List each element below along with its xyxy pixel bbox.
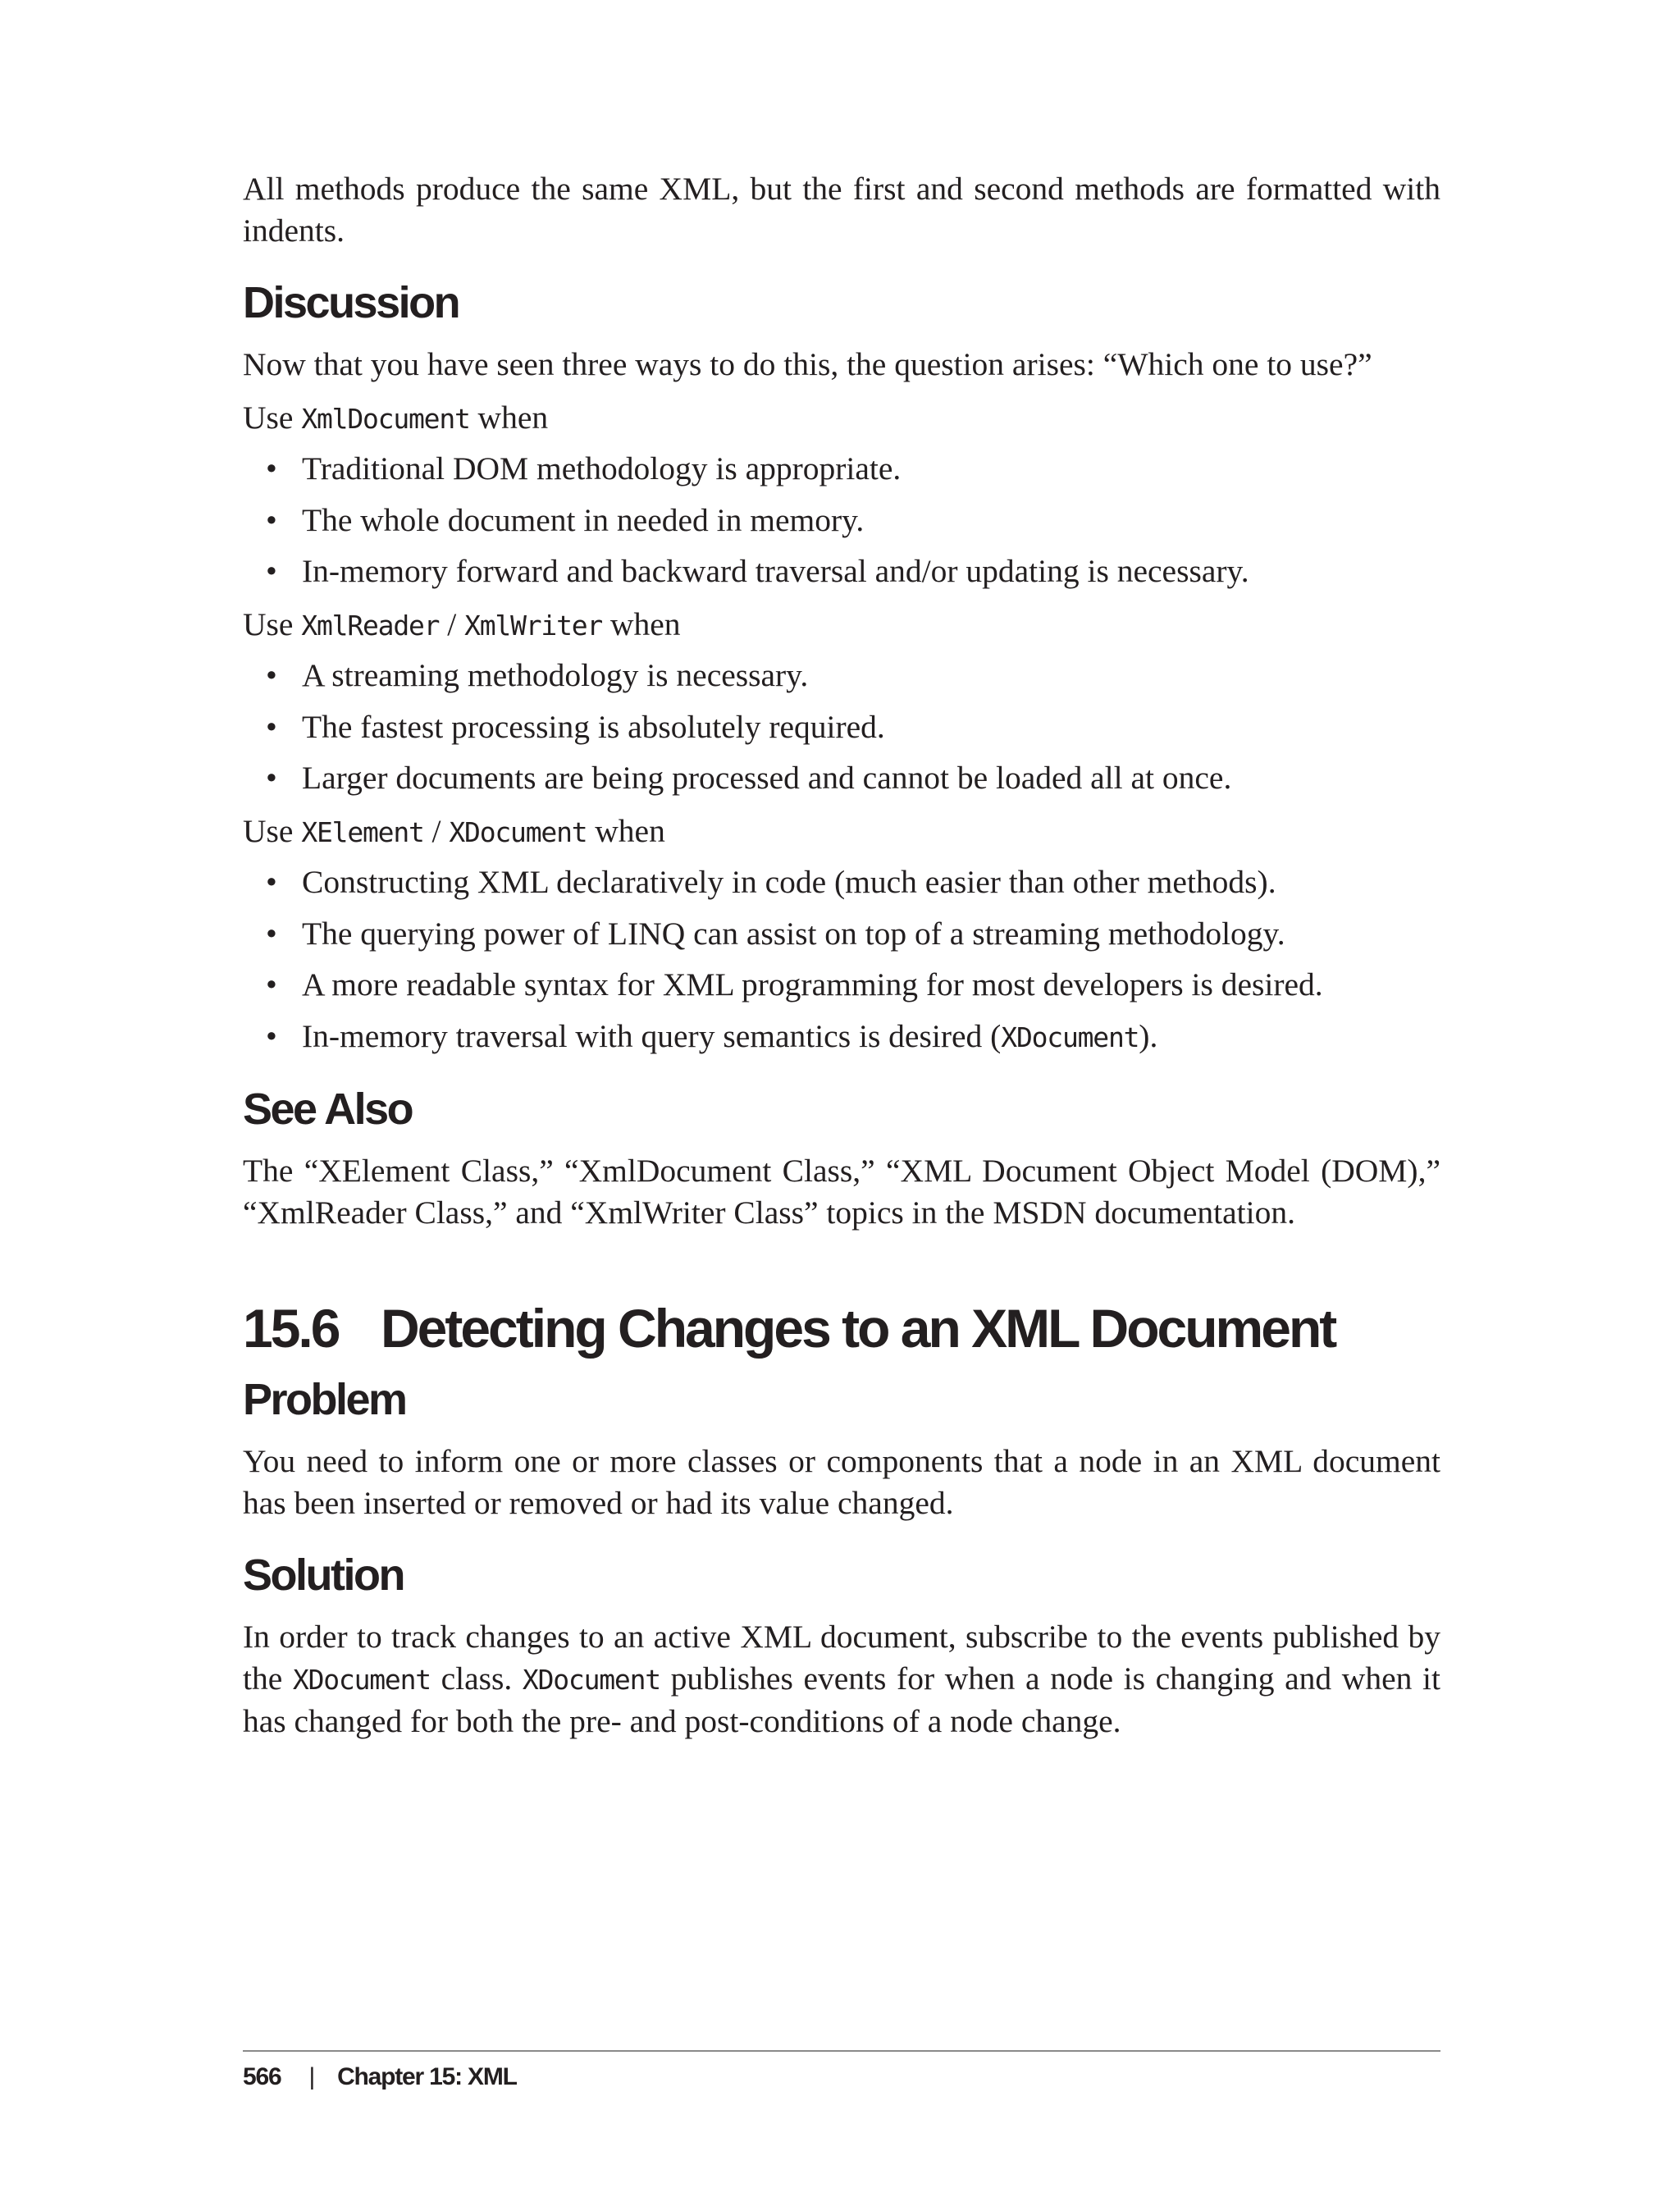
bullet-icon: •: [266, 915, 277, 952]
solution-heading: Solution: [243, 1550, 404, 1600]
list-item: • The fastest processing is absolutely required.: [243, 706, 1440, 748]
page-number: 566: [243, 2063, 281, 2090]
list-item: • The whole document in needed in memory.: [243, 500, 1440, 541]
code-xmlwriter: XmlWriter: [464, 610, 603, 642]
bullet-icon: •: [266, 553, 277, 589]
list-item: • Larger documents are being processed and cannot be loaded all at once.: [243, 757, 1440, 799]
bullet-icon: •: [266, 657, 277, 693]
footer-separator: |: [308, 2063, 315, 2090]
bullet-icon: •: [266, 450, 277, 486]
use-line-xmlreader-xmlwriter: Use XmlReader / XmlWriter when: [243, 606, 681, 642]
bullet-icon: •: [266, 708, 277, 745]
use-line-xelement-xdocument: Use XElement / XDocument when: [243, 813, 665, 849]
bullet-list-xelement: [243, 861, 1440, 1058]
list-item: • Constructing XML declaratively in code (much easier than other methods).: [243, 861, 1440, 903]
footer-rule: [243, 2050, 1440, 2052]
discussion-paragraph: Now that you have seen three ways to do this, the question arises: “Which one to use?”: [243, 346, 1372, 382]
list-item: • A streaming methodology is necessary.: [243, 655, 1440, 697]
code-xmldocument: XmlDocument: [301, 403, 470, 435]
bullet-list-xmldocument: [243, 448, 1440, 592]
page-content: [243, 168, 1440, 1742]
bullet-list-xmlreader: [243, 655, 1440, 799]
list-item: • Traditional DOM methodology is appropriate.: [243, 448, 1440, 490]
bullet-icon: •: [266, 760, 277, 796]
use-line-xmldocument: Use XmlDocument when: [243, 400, 549, 436]
solution-paragraph: In order to track changes to an active XML document, subscribe to the events published by the XDocument class. XDocument publishes events for when a node is changing and when it has changed for both the pre- and post-conditions of a node change.: [243, 1618, 1440, 1739]
bullet-icon: •: [266, 501, 277, 538]
recipe-number: 15.6: [243, 1297, 339, 1359]
chapter-label: Chapter 15: XML: [337, 2063, 517, 2090]
recipe-title: [243, 1296, 1440, 1360]
code-xdocument: XDocument: [449, 816, 587, 848]
bullet-icon: •: [266, 966, 277, 1003]
code-xmlreader: XmlReader: [301, 610, 440, 642]
see-also-paragraph: The “XElement Class,” “XmlDocument Class,” “XML Document Object Model (DOM),” “XmlReader Class,” and “XmlWriter Class” topics in the MSDN documentation.: [243, 1152, 1440, 1231]
list-item: • In-memory traversal with query semantics is desired (XDocument).: [243, 1016, 1440, 1058]
page-footer: [243, 2061, 517, 2094]
list-item: • In-memory forward and backward traversal and/or updating is necessary.: [243, 550, 1440, 592]
list-item: • The querying power of LINQ can assist on top of a streaming methodology.: [243, 913, 1440, 955]
discussion-heading: Discussion: [243, 278, 459, 327]
recipe-title-text: Detecting Changes to an XML Document: [381, 1297, 1335, 1359]
intro-paragraph: All methods produce the same XML, but the first and second methods are formatted with indents.: [243, 171, 1440, 249]
see-also-heading: See Also: [243, 1084, 413, 1134]
list-item: • A more readable syntax for XML programming for most developers is desired.: [243, 964, 1440, 1006]
problem-paragraph: You need to inform one or more classes or components that a node in an XML document has been inserted or removed or had its value changed.: [243, 1442, 1440, 1521]
code-xdocument-solution-2: XDocument: [522, 1663, 660, 1696]
bullet-icon: •: [266, 864, 277, 900]
problem-heading: Problem: [243, 1374, 406, 1424]
code-xdocument-solution-1: XDocument: [292, 1663, 431, 1696]
code-xelement: XElement: [301, 816, 424, 848]
code-xdocument-inline: XDocument: [1001, 1021, 1139, 1053]
bullet-icon: •: [266, 1017, 277, 1054]
